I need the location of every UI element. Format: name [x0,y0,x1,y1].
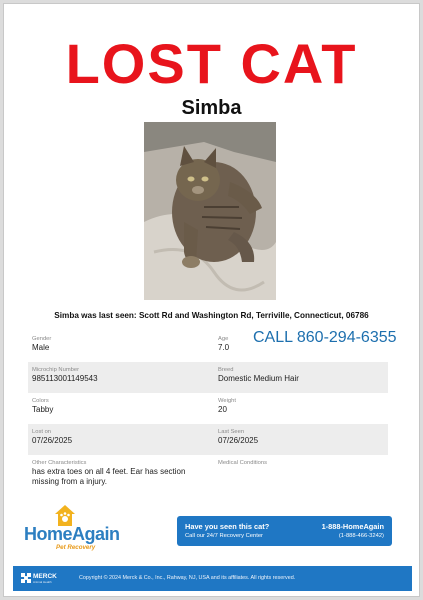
cat-photo-illustration [144,122,276,300]
copyright-text: Copyright © 2024 Merck & Co., Inc., Rahway, NJ, USA and its affiliates. All rights reserved. [79,575,296,581]
breed-label: Breed [218,367,234,373]
details-row-gender-age [28,331,388,362]
last-seen-line: Simba was last seen: Scott Rd and Washington Rd, Terriville, Connecticut, 06786 [54,311,369,320]
age-label: Age [218,336,229,342]
age-value: 7.0 [218,343,230,352]
details-table [28,331,388,501]
cat-photo [144,122,276,300]
merck-logo [21,572,61,585]
footer-bar [13,566,412,591]
pet-name: Simba [181,97,242,119]
breed-value: Domestic Medium Hair [218,374,299,383]
lost-on-value: 07/26/2025 [32,436,73,445]
cta-phone: 1-888-HomeAgain [321,522,384,531]
medical-conditions-label: Medical Conditions [218,460,267,466]
weight-value: 20 [218,405,227,414]
cta-phone-digits: (1-888-466-3242) [338,533,384,539]
pet-recovery-tagline: Pet Recovery [56,544,96,551]
homeagain-logo [24,504,144,558]
last-seen-label: Last Seen [218,429,245,435]
colors-label: Colors [32,398,49,404]
weight-label: Weight [218,398,236,404]
other-characteristics-value: has extra toes on all 4 feet. Ear has section missing from a injury. [32,467,186,486]
microchip-value: 985113001149543 [32,374,98,383]
cta-question: Have you seen this cat? [185,522,270,531]
merck-logo-icon [21,573,31,583]
poster-headline: LOST CAT [65,32,358,95]
cta-subtext: Call our 24/7 Recovery Center [185,533,263,539]
call-phone: CALL 860-294-6355 [253,329,397,346]
lost-on-label: Lost on [32,429,52,435]
details-row-lost-lastseen [28,424,388,455]
recovery-call-banner [177,516,392,546]
microchip-label: Microchip Number [32,367,80,373]
colors-value: Tabby [32,405,54,414]
other-characteristics-label: Other Characteristics [32,460,87,466]
gender-value: Male [32,343,50,352]
details-row-other-medical [28,455,388,501]
details-row-microchip-breed [28,362,388,393]
details-row-colors-weight [28,393,388,424]
lost-cat-poster [3,3,420,597]
merck-subtitle: Animal Health [33,580,52,584]
merck-wordmark: MERCK [33,573,57,580]
last-seen-value: 07/26/2025 [218,436,259,445]
homeagain-wordmark: HomeAgain [24,524,120,544]
gender-label: Gender [32,336,52,342]
